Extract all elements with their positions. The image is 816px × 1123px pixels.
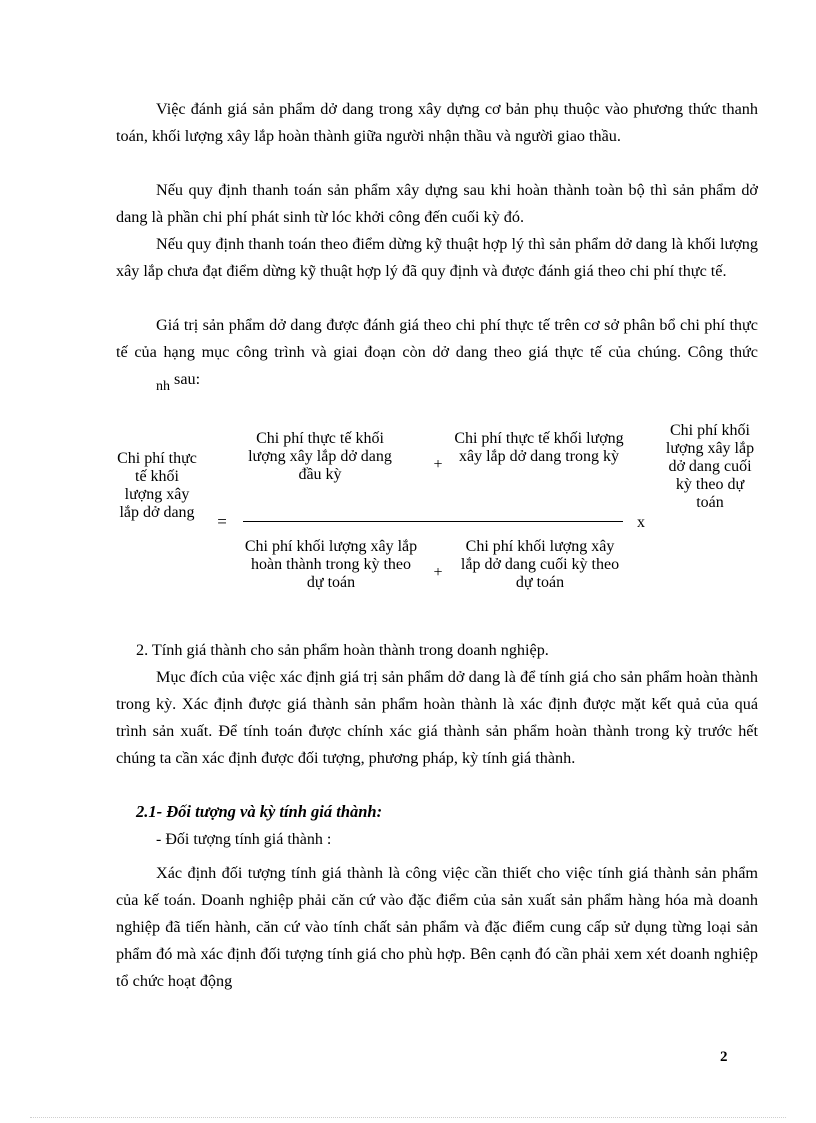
section-2-1-heading: 2.1- Đối tượng và kỳ tính giá thành: — [136, 802, 383, 821]
paragraph-4 — [116, 312, 758, 394]
paragraph-1: Việc đánh giá sản phẩm dở dang trong xây dựng cơ bản phụ thuộc vào phương thức thanh toán, khối lượng xây lắp hoàn thành giữa người nhận thầu và người giao thầu. — [116, 100, 758, 145]
formula-denominator-plus: + — [433, 564, 443, 581]
formula-rhs: Chi phí khối lượng xây lắp dở dang cuối kỳ theo dự toán — [665, 422, 755, 511]
paragraph-2: Nếu quy định thanh toán sản phẩm xây dựng sau khi hoàn thành toàn bộ thì sản phẩm dở dang là phần chi phí phát sinh từ lóc khởi công đến cuối kỳ đó. — [116, 181, 758, 226]
page-number: 2 — [720, 1049, 728, 1065]
paragraph-7: Xác định đối tượng tính giá thành là công việc cần thiết cho việc tính giá thành sản phẩm của kế toán. Doanh nghiệp phải căn cứ vào đặc điểm của sản xuất sản phẩm hàng hóa mà doanh nghiệp đã tiến hành, căn cứ vào tính chất sản phẩm và đặc điểm cung cấp sử dụng từng loại sản phẩm đó mà xác định đối tượng tính giá cho phù hợp. Bên cạnh đó cần phải xem xét doanh nghiệp tổ chức hoạt động — [116, 864, 758, 990]
paragraph-6: Mục đích của việc xác định giá trị sản phẩm dở dang là để tính giá cho sản phẩm hoàn thành trong kỳ. Xác định được giá thành sản phẩm hoàn thành là xác định được mặt kết quả của quá trình sản xuất. Để tính toán được chính xác giá thành sản phẩm hoàn thành trong kỳ trước hết chúng ta cần xác định được đối tượng, phương pháp, kỳ tính giá thành. — [116, 668, 758, 767]
formula-numerator-b: Chi phí thực tế khối lượng xây lắp dở dang trong kỳ — [454, 430, 624, 465]
page-border-bottom — [30, 1117, 786, 1118]
formula-denominator-b: Chi phí khối lượng xây lắp dở dang cuối kỳ theo dự toán — [460, 538, 620, 591]
fraction-bar — [243, 521, 623, 522]
formula-equals: = — [217, 512, 227, 531]
paragraph-4-end: sau: — [174, 370, 201, 388]
paragraph-3: Nếu quy định thanh toán theo điểm dừng kỹ thuật hợp lý thì sản phẩm dở dang là khối lượng xây lắp chưa đạt điểm dừng kỹ thuật hợp lý đã quy định và được đánh giá theo chi phí thực tế. — [116, 235, 758, 280]
subheading: - Đối tượng tính giá thành : — [156, 831, 332, 848]
formula-times: x — [637, 514, 645, 531]
paragraph-4-text: Giá trị sản phẩm dở dang được đánh giá theo chi phí thực tế trên cơ sở phân bổ chi phí thực tế của hạng mục công trình và giai đoạn còn dở dang theo giá thực tế của chúng. Công thức — [116, 316, 758, 361]
formula-lhs: Chi phí thực tế khối lượng xây lắp dở dang — [117, 450, 197, 521]
formula-numerator-a: Chi phí thực tế khối lượng xây lắp dở dang đầu kỳ — [248, 430, 392, 483]
formula-denominator-a: Chi phí khối lượng xây lắp hoàn thành trong kỳ theo dự toán — [244, 538, 418, 591]
formula-numerator-plus: + — [433, 456, 443, 473]
paragraph-4-nh: nh — [156, 379, 170, 394]
section-2-title: 2. Tính giá thành cho sản phẩm hoàn thành trong doanh nghiệp. — [136, 641, 549, 659]
